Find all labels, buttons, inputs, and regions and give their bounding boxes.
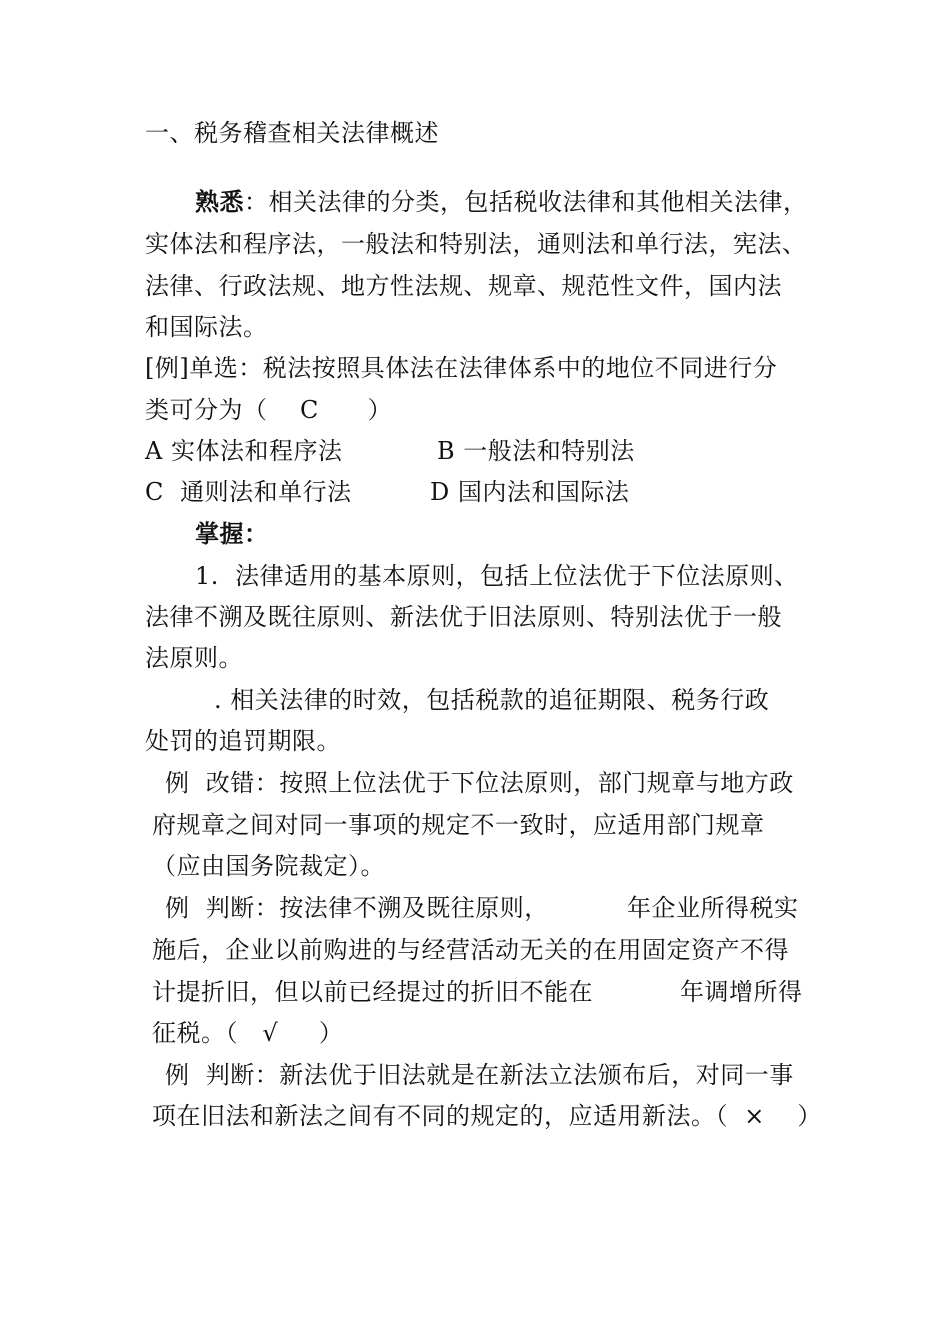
example-3-line-3-part-a: 计提折旧，但以前已经提过的折旧不能在 [152,978,593,1006]
example-1-question-line-1: [例]单选：税法按照具体法在法律体系中的地位不同进行分 [145,354,778,382]
familiar-paragraph-line-3: 法律、行政法规、地方性法规、规章、规范性文件，国内法 [145,272,782,300]
familiar-paragraph-line-2: 实体法和程序法，一般法和特别法，通则法和单行法，宪法、 [145,230,807,258]
section-heading: 一、税务稽查相关法律概述 [145,119,439,147]
master-item-1-line-1: 1. 法律适用的基本原则，包括上位法优于下位法原则、 [195,562,799,590]
example-3-line-3-part-b: 年调增所得 [680,978,803,1006]
master-label: 掌握： [195,520,269,548]
example-3-line-1-part-b: 年企业所得税实 [627,894,799,922]
familiar-text: ：相关法律的分类，包括税收法律和其他相关法律， [244,188,808,216]
master-item-1-line-3: 法原则。 [145,644,243,672]
familiar-paragraph-line-1 [195,187,808,217]
master-item-2-line-2: 处罚的追罚期限。 [145,727,341,755]
master-item-2-line-1: . 相关法律的时效，包括税款的追征期限、税务行政 [214,686,770,714]
example-3-line-4: 征税。（ √ ） [152,1019,344,1047]
example-2-line-3: （应由国务院裁定）。 [152,852,385,880]
example-1-option-d: D 国内法和国际法 [430,478,630,506]
example-1-option-a: A 实体法和程序法 [145,437,343,465]
familiar-paragraph-line-4: 和国际法。 [145,313,268,341]
example-3-line-1-part-a: 例 判断：按法律不溯及既往原则， [165,894,549,922]
example-2-line-2: 府规章之间对同一事项的规定不一致时，应适用部门规章 [152,811,765,839]
example-2-line-1: 例 改错：按照上位法优于下位法原则，部门规章与地方政 [165,769,794,797]
example-1-option-b: B 一般法和特别法 [437,437,635,465]
master-item-1-line-2: 法律不溯及既往原则、新法优于旧法原则、特别法优于一般 [145,603,782,631]
familiar-label: 熟悉 [195,188,244,216]
example-4-line-2: 项在旧法和新法之间有不同的规定的，应适用新法。（ × ） [152,1102,822,1130]
example-1-question-line-2: 类可分为（ C ） [145,396,393,424]
example-4-line-1: 例 判断：新法优于旧法就是在新法立法颁布后，对同一事 [165,1061,794,1089]
example-1-option-c: C 通则法和单行法 [145,478,352,506]
example-3-line-2: 施后，企业以前购进的与经营活动无关的在用固定资产不得 [152,936,789,964]
